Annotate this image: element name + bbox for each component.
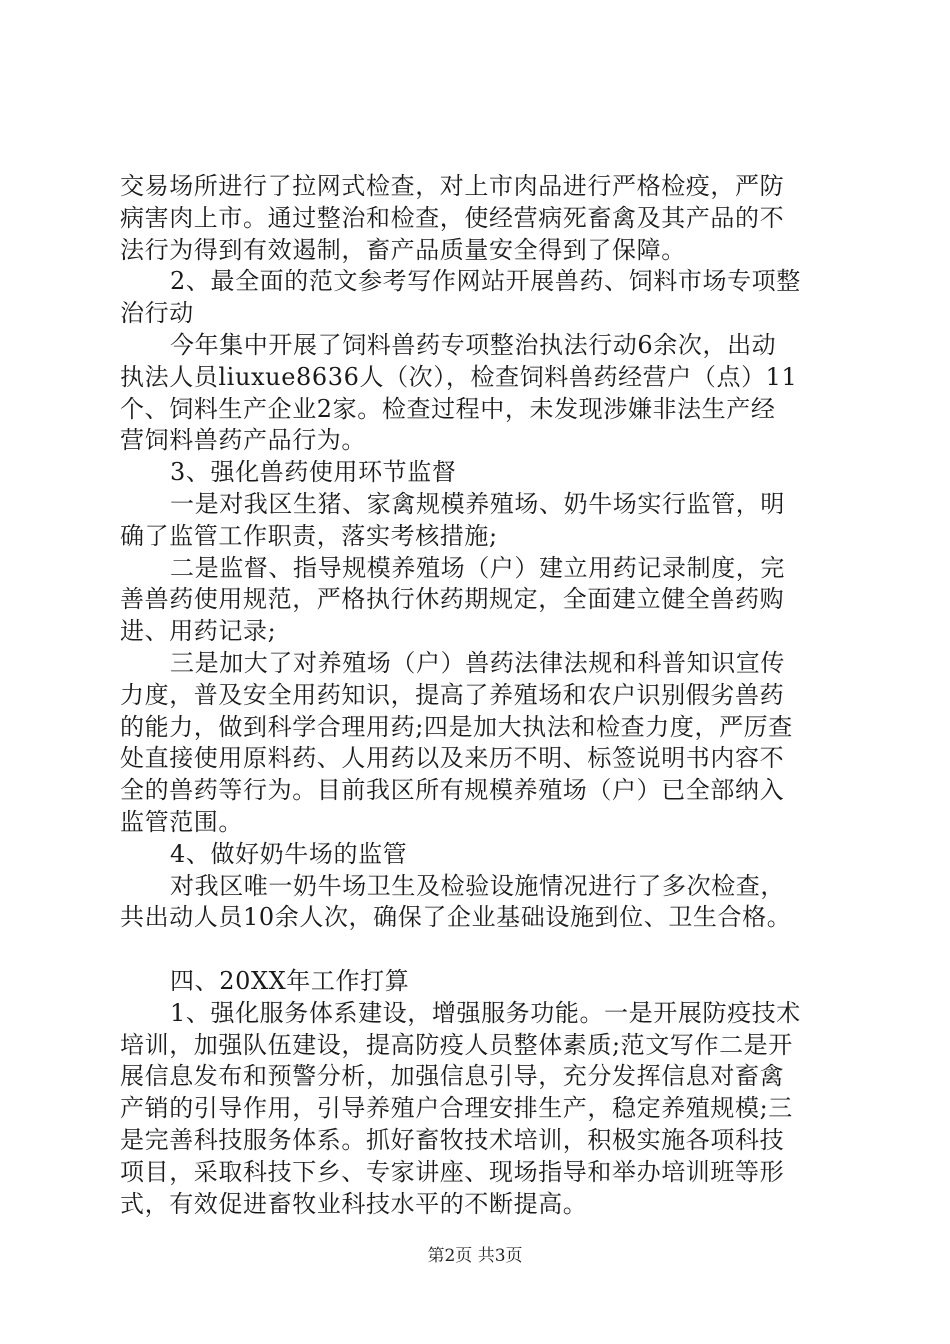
text-line: 个、饲料生产企业2家。检查过程中，未发现涉嫌非法生产经 xyxy=(120,394,776,423)
paragraph-start: 二是监督、指导规模养殖场（户）建立用药记录制度，完 xyxy=(170,553,785,582)
text-line: 执法人员liuxue8636人（次），检查饲料兽药经营户（点）11 xyxy=(120,362,798,391)
text-line: 治行动 xyxy=(120,299,194,328)
paragraph-start: 对我区唯一奶牛场卫生及检验设施情况进行了多次检查， xyxy=(170,871,785,900)
text-line: 培训，加强队伍建设，提高防疫人员整体素质;范文写作二是开 xyxy=(120,1030,793,1059)
page-number: 第2页 共3页 xyxy=(427,1246,523,1266)
text-line: 监管范围。 xyxy=(120,807,243,836)
text-line: 项目，采取科技下乡、专家讲座、现场指导和举办培训班等形 xyxy=(120,1157,785,1186)
paragraph-gap xyxy=(120,934,840,966)
section-heading: 3、强化兽药使用环节监督 xyxy=(170,458,457,487)
text-line: 进、用药记录; xyxy=(120,617,277,646)
text-line: 病害肉上市。通过整治和检查，使经营病死畜禽及其产品的不 xyxy=(120,203,785,232)
paragraph-start: 今年集中开展了饲料兽药专项整治执法行动6余次，出动 xyxy=(170,330,777,359)
text-line: 的能力，做到科学合理用药;四是加大执法和检查力度，严厉查 xyxy=(120,712,793,741)
text-line: 处直接使用原料药、人用药以及来历不明、标签说明书内容不 xyxy=(120,744,785,773)
text-line: 善兽药使用规范，严格执行休药期规定，全面建立健全兽药购 xyxy=(120,585,785,614)
paragraph-start: 三是加大了对养殖场（户）兽药法律法规和科普知识宣传 xyxy=(170,648,785,677)
section-heading: 4、做好奶牛场的监管 xyxy=(170,839,408,868)
text-line: 全的兽药等行为。目前我区所有规模养殖场（户）已全部纳入 xyxy=(120,776,785,805)
text-line: 法行为得到有效遏制，畜产品质量安全得到了保障。 xyxy=(120,235,686,264)
text-line: 力度，普及安全用药知识，提高了养殖场和农户识别假劣兽药 xyxy=(120,680,785,709)
section-heading: 2、最全面的范文参考写作网站开展兽药、饲料市场专项整 xyxy=(170,267,801,296)
text-line: 营饲料兽药产品行为。 xyxy=(120,426,366,455)
text-line: 交易场所进行了拉网式检查，对上市肉品进行严格检疫，严防 xyxy=(120,172,785,200)
text-line: 式，有效促进畜牧业科技水平的不断提高。 xyxy=(120,1189,588,1218)
paragraph-start: 1、强化服务体系建设，增强服务功能。一是开展防疫技术 xyxy=(170,998,801,1027)
section-heading: 四、20XX年工作打算 xyxy=(170,966,410,995)
document-body xyxy=(120,171,840,1220)
text-line: 展信息发布和预警分析，加强信息引导，充分发挥信息对畜禽 xyxy=(120,1062,785,1091)
text-line: 共出动人员10余人次，确保了企业基础设施到位、卫生合格。 xyxy=(120,903,792,932)
paragraph-start: 一是对我区生猪、家禽规模养殖场、奶牛场实行监管，明 xyxy=(170,489,785,518)
text-line: 是完善科技服务体系。抓好畜牧技术培训，积极实施各项科技 xyxy=(120,1125,785,1154)
text-line: 确了监管工作职责，落实考核措施; xyxy=(120,521,498,550)
text-line: 产销的引导作用，引导养殖户合理安排生产，稳定养殖规模;三 xyxy=(120,1094,793,1123)
